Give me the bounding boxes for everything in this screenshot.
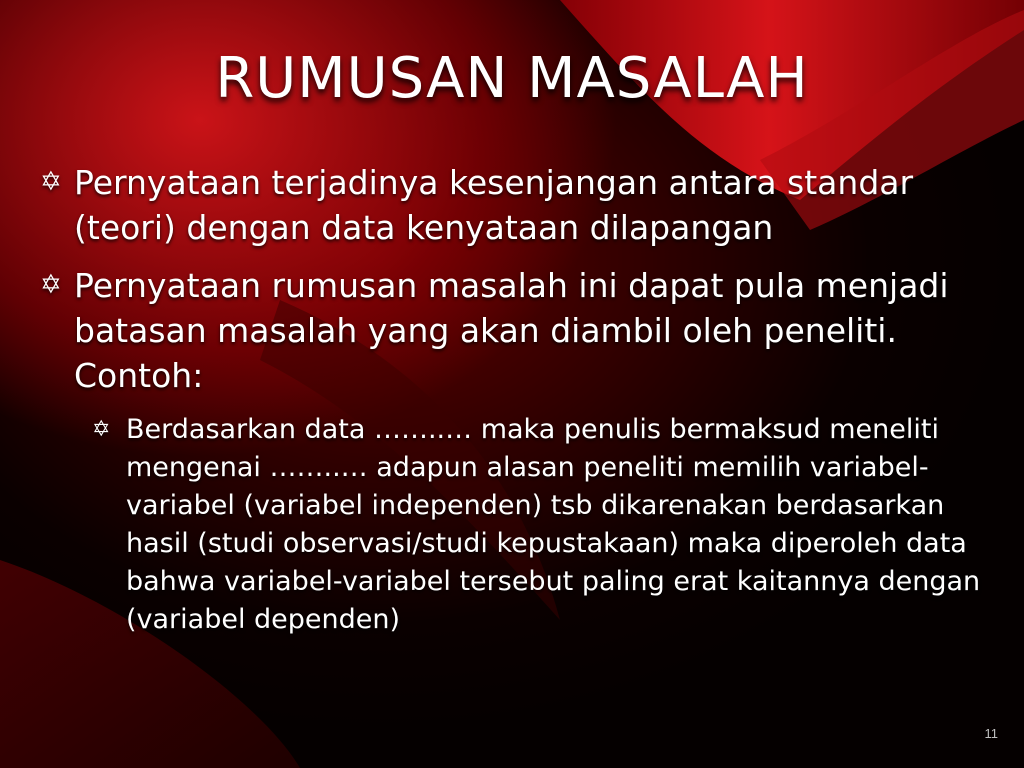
star-of-david-icon: ✡	[40, 270, 62, 300]
star-of-david-icon: ✡	[92, 417, 111, 442]
bullet-item	[40, 160, 1005, 250]
sub-bullet-text: Berdasarkan data ……..… maka penulis bermaksud meneliti mengenai ……..… adapun alasan peneliti memilih variabel-variabel (variabel independen) tsb dikarenakan berdasarkan hasil (studi observasi/studi kepustakaan) maka diperoleh data bahwa variabel-variabel tersebut paling erat kaitannya dengan (variabel dependen)	[126, 414, 981, 635]
slide-content	[40, 160, 1005, 639]
sub-bullet-item	[92, 411, 986, 639]
star-of-david-icon: ✡	[40, 167, 62, 197]
bullet-text: Pernyataan rumusan masalah ini dapat pula menjadi batasan masalah yang akan diambil oleh peneliti. Contoh:	[74, 266, 949, 395]
bullet-text: Pernyataan terjadinya kesenjangan antara standar (teori) dengan data kenyataan dilapangan	[74, 163, 914, 247]
slide-number: 11	[984, 726, 998, 741]
bullet-item	[40, 263, 1005, 398]
page-title: RUMUSAN MASALAH	[215, 46, 809, 111]
